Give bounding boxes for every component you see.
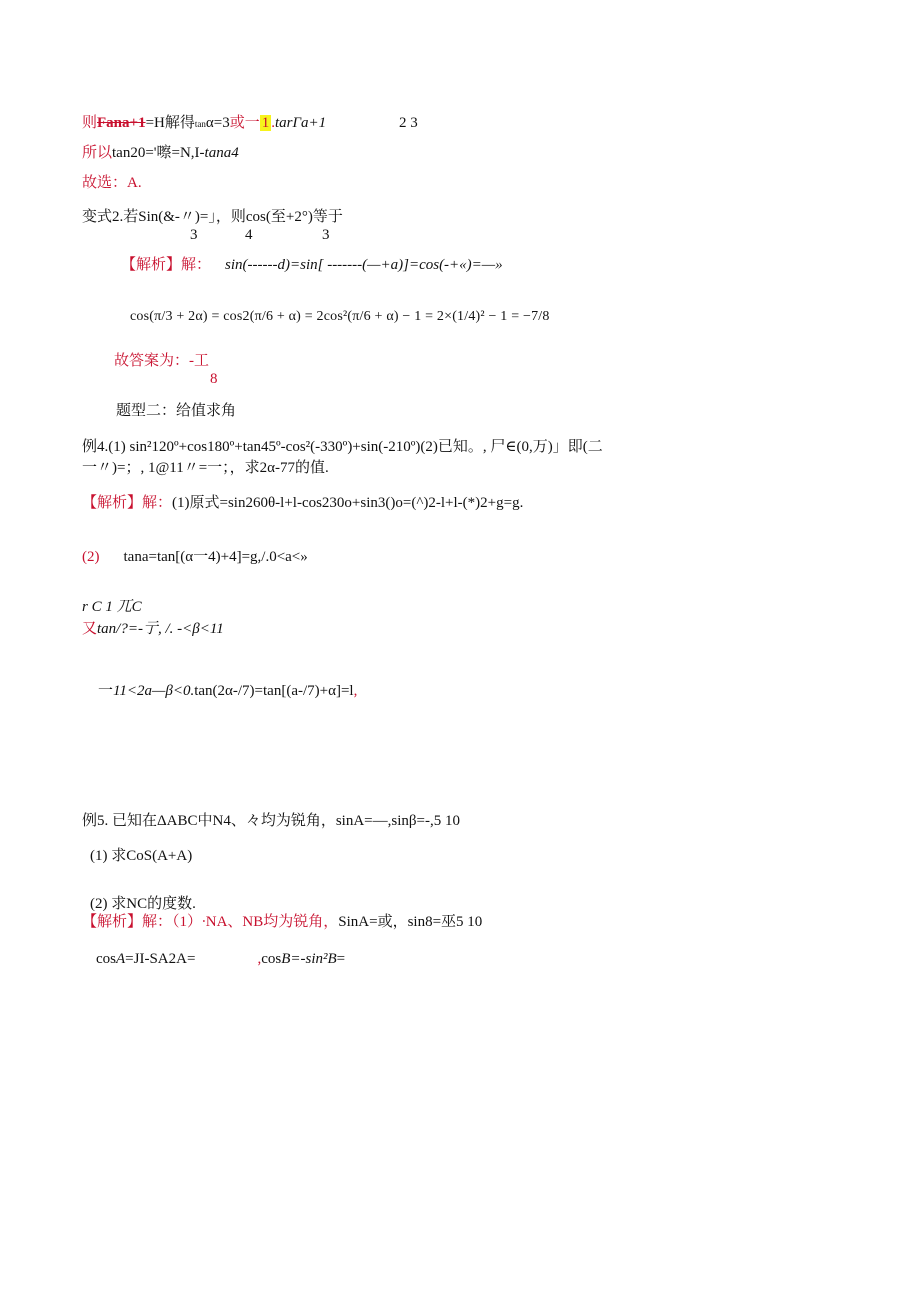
garbled-line: r C 1 兀C: [82, 599, 142, 615]
answer-result: 故答案为：-工: [114, 353, 209, 369]
range-ineq: 11<2a—β<0.: [113, 683, 195, 699]
range-dash: 一: [98, 683, 114, 699]
variant-2-sub-3: 3: [322, 227, 330, 243]
cos-a-expr: =JI-SA2A=: [125, 951, 196, 967]
step-2-line: [82, 548, 308, 566]
text-suoyi: 所以: [82, 145, 113, 161]
text-ze: 则: [82, 115, 98, 131]
text-you: 又: [82, 621, 98, 637]
highlight-one: 1: [261, 115, 270, 131]
text-solved: =H解得: [145, 115, 195, 131]
range-comma: ,: [353, 683, 358, 699]
cos-b-var: B: [281, 951, 291, 967]
line-1: [82, 114, 326, 133]
example-5-question: 例5. 已知在ΔABC中N4、々均为锐角，sinA=—,sinβ=-,5 10: [82, 813, 460, 829]
cos-line: [96, 950, 345, 968]
text-tan-subscript: tan: [194, 119, 206, 129]
text-struck-fana: Fana+1: [97, 115, 146, 131]
line-2: [82, 144, 239, 162]
text-dot: .: [271, 115, 275, 131]
analysis-paren: （1）∙NA、NB均为锐角，: [172, 914, 339, 930]
tan-beta-line: [82, 620, 224, 638]
range-tan: tan(2α-/7)=tan[(a-/7)+α]=l: [194, 683, 354, 699]
step-2-text: tana=tan[(α一4)+4]=g,/.0<a<»: [123, 549, 308, 565]
tan-beta-text: tan/?=-亍, /. -<β<11: [97, 621, 224, 637]
cos-b-eq: =: [336, 951, 346, 967]
example-5-part-2: (2) 求NC的度数.: [90, 896, 196, 912]
analysis-line-2: [82, 494, 523, 512]
example-5-part-1: (1) 求CoS(A+A): [90, 848, 193, 864]
answer-line: 故选：A.: [82, 175, 142, 191]
example-4-line-2: 一〃)=；, 1@11〃=一；，求2α-77的值.: [82, 460, 329, 476]
analysis-line-3: [82, 913, 482, 931]
analysis-line-1: [121, 256, 503, 274]
analysis-text: sin(------d)=sin[ -------(—+a)]=cos(-+«)=—»: [225, 257, 503, 273]
cos-b-var-2: B: [327, 951, 337, 967]
text-tan20: tan20='嚓=N,I-: [112, 145, 205, 161]
text-tar: tarΓa+1: [274, 115, 327, 131]
text-tana4: tana4: [204, 145, 239, 161]
section-heading: 题型二：给值求角: [116, 403, 237, 419]
cos-b-expr: =-sin²: [290, 951, 328, 967]
variant-2-sub-1: 3: [190, 227, 198, 243]
text-alpha-eq-3: α=3: [205, 115, 230, 131]
answer-denominator: 8: [210, 371, 218, 387]
cos-comma: ,: [257, 951, 262, 967]
cos-a-var: A: [116, 951, 126, 967]
cos-b-label: cos: [261, 951, 282, 967]
analysis-tag: 【解析】解：: [121, 257, 212, 273]
example-4-line-1: 例4.(1) sin²120º+cos180º+tan45º-cos²(-330º)+sin(-210º)(2)已知。, 尸∈(0,万)」即(二: [82, 439, 603, 455]
analysis-tag-2: 【解析】解：: [82, 495, 173, 511]
step-2-number: (2): [82, 549, 100, 565]
range-line: [98, 682, 357, 700]
formula-cos: cos(π/3 + 2α) = cos2(π/6 + α) = 2cos²(π/6 + α) − 1 = 2×(1/4)² − 1 = −7/8: [130, 309, 550, 324]
analysis-tag-3: 【解析】解：: [82, 914, 173, 930]
analysis-text-2: (1)原式=sin260θ-l+l-cos230o+sin3()o=(^)2-l+l-(*)2+g=g.: [172, 495, 524, 511]
line-1-numbers: 2 3: [399, 115, 418, 131]
text-or: 或一: [229, 115, 260, 131]
analysis-text-3: SinA=或，sin8=巫5 10: [338, 914, 483, 930]
variant-2-sub-2: 4: [245, 227, 253, 243]
cos-a-label: cos: [96, 951, 116, 967]
variant-2-question: 变式2.若Sin(&-〃)=」，则cos(至+2°)等于: [82, 209, 343, 225]
